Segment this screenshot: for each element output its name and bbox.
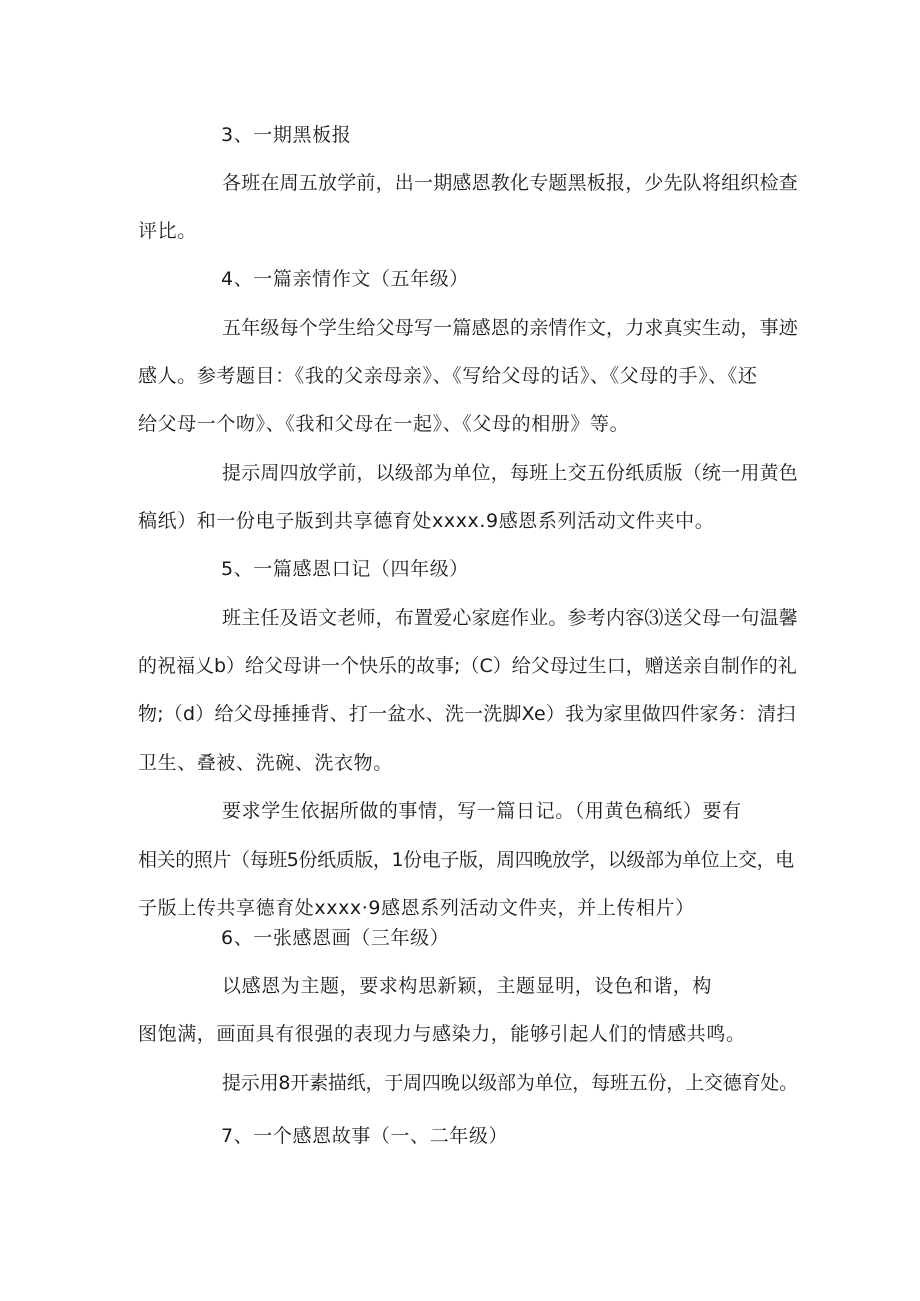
section-heading: 4、一篇亲情作文（五年级）	[221, 268, 469, 290]
section-heading: 7、一个感恩故事（一、二年级）	[221, 1125, 509, 1147]
paragraph-line: 稿纸）和一份电子版到共享德育处xxxx.9感恩系列活动文件夹中。	[138, 510, 715, 532]
paragraph-line: 要求学生依据所做的事情，写一篇日记。（用黄色稿纸）要有	[222, 800, 742, 822]
paragraph-line: 图饱满，画面具有很强的表现力与感染力，能够引起人们的情感共鸣。	[138, 1023, 746, 1045]
paragraph-line: 的祝福乂b）给父母讲一个快乐的故事;（C）给父母过生口，赠送亲自制作的礼	[138, 655, 797, 677]
paragraph-line: 相关的照片（每班5份纸质版，1份电子版，周四晚放学，以级部为单位上交，电	[138, 849, 794, 871]
paragraph-line: 以感恩为主题，要求构思新颖，主题显明，设色和谐，构	[222, 975, 713, 997]
paragraph-line: 子版上传共享德育处xxxx·9感恩系列活动文件夹，并上传相片）	[138, 897, 695, 919]
paragraph-line: 提示用8开素描纸，于周四晚以级部为单位，每班五份，上交德育处。	[222, 1072, 798, 1094]
paragraph-line: 感人。参考题目：《我的父亲母亲》、《写给父母的话》、《父母的手》、《还	[138, 365, 758, 387]
paragraph-line: 物;（d）给父母捶捶背、打一盆水、洗一洗脚Xe）我为家里做四件家务：清扫	[138, 703, 796, 725]
paragraph-line: 给父母一个吻》、《我和父母在一起》、《父母的相册》等。	[138, 413, 630, 435]
paragraph-line: 五年级每个学生给父母写一篇感恩的亲情作文，力求真实生动，事迹	[222, 317, 799, 339]
paragraph-line: 各班在周五放学前，出一期感恩教化专题黑板报，少先队将组织检查	[222, 172, 799, 194]
section-heading: 5、一篇感恩口记（四年级）	[221, 558, 469, 580]
section-heading: 6、一张感恩画（三年级）	[221, 927, 450, 949]
paragraph-line: 提示周四放学前，以级部为单位，每班上交五份纸质版（统一用黄色	[222, 462, 799, 484]
paragraph-line: 卫生、叠被、洗碗、洗衣物。	[138, 752, 393, 774]
paragraph-line: 评比。	[138, 220, 197, 242]
paragraph-line: 班主任及语文老师，布置爱心家庭作业。参考内容⑶送父母一句温馨	[222, 607, 799, 629]
section-heading: 3、一期黑板报	[221, 124, 352, 146]
